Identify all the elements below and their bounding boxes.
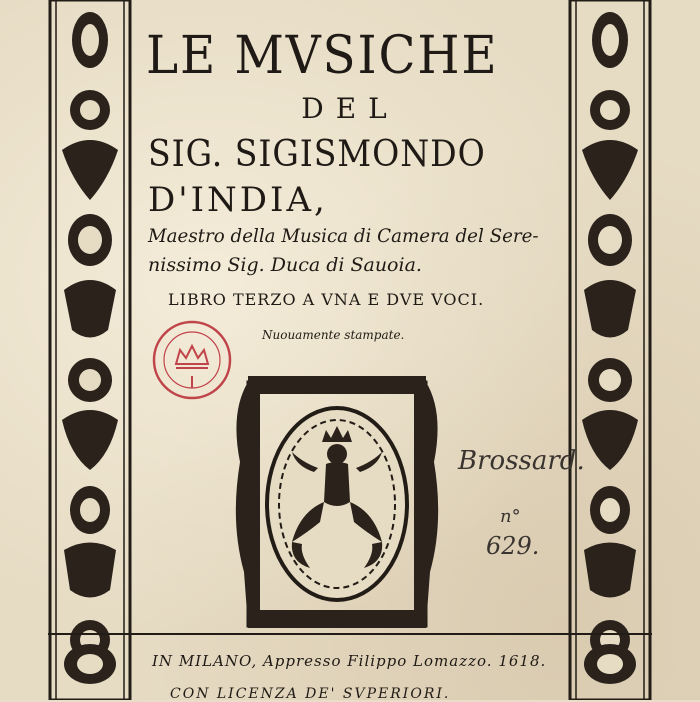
ornamental-border-left-icon xyxy=(48,0,132,700)
title-line-2: DEL xyxy=(301,92,399,125)
title-line-4: D'INDIA, xyxy=(148,180,328,220)
handwritten-signature: Brossard. xyxy=(458,446,585,476)
title-line-1: LE MVSICHE xyxy=(146,26,499,86)
license-line: CON LICENZA DE' SVPERIORI. xyxy=(170,686,451,702)
subtitle-line-2: nissimo Sig. Duca di Sauoia. xyxy=(148,254,422,276)
crowned-mermaid-emblem-icon xyxy=(230,372,444,634)
book-designation: LIBRO TERZO A VNA E DVE VOCI. xyxy=(168,290,485,309)
title-line-3: SIG. SIGISMONDO xyxy=(148,134,486,175)
imprint-line: IN MILANO, Appresso Filippo Lomazzo. 1618. xyxy=(152,652,547,670)
handwritten-number-prefix: n° xyxy=(500,506,521,527)
handwritten-number: 629. xyxy=(486,532,540,560)
printing-note: Nuouamente stampate. xyxy=(262,328,405,342)
library-crown-stamp-icon xyxy=(150,318,234,402)
subtitle-line-1: Maestro della Musica di Camera del Sere- xyxy=(148,225,539,247)
ornamental-border-right-icon xyxy=(568,0,652,700)
